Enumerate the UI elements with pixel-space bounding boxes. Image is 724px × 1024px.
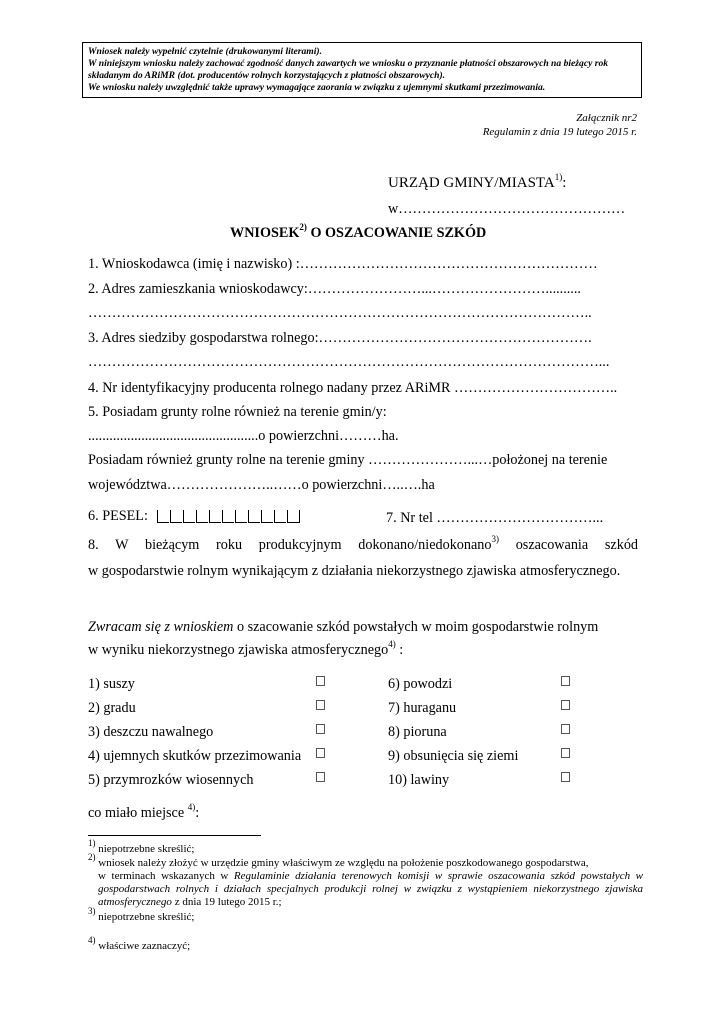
pesel-digit-box[interactable] xyxy=(157,510,169,523)
pesel-digit-box[interactable] xyxy=(170,510,182,523)
instruction-line: W niniejszym wniosku należy zachować zgodność danych zawartych we wniosku o przyznanie płatności obszarowych na bieżący rok składanym do ARiMR (dot. producentów rolnych korzystających z płatności obszarowych). xyxy=(88,58,609,81)
option-spring-frost-checkbox[interactable] xyxy=(316,772,325,782)
title-text: O OSZACOWANIE SZKÓD xyxy=(306,225,487,241)
option-overwintering-label: 4) ujemnych skutków przezimowania xyxy=(88,748,302,764)
pesel-digit-box[interactable] xyxy=(235,510,247,523)
footnote-3 xyxy=(88,906,195,924)
annex-note xyxy=(483,111,637,139)
other-land-field[interactable]: ................................................o powierzchni………ha. xyxy=(88,428,399,444)
assessment-statement-cont: w gospodarstwie rolnym wynikającym z działania niekorzystnego zjawiska atmosferycznego. xyxy=(88,563,621,579)
footnote-number: 2) xyxy=(88,852,96,863)
footnote-ref: 3) xyxy=(491,534,499,545)
farm-address-field-cont[interactable]: ………………………………………………………………………………………………... xyxy=(88,354,610,370)
footnote-2-cont xyxy=(88,870,643,909)
footnote-ref: 2) xyxy=(299,222,307,233)
instructions-box xyxy=(82,42,642,98)
statement-text: 8. W bieżącym roku produkcyjnym dokonano/niedokonano xyxy=(88,537,492,553)
request-text: w wyniku niekorzystnego zjawiska atmosferycznego xyxy=(88,642,389,658)
option-lightning-label: 8) pioruna xyxy=(388,724,447,740)
request-line xyxy=(88,619,598,636)
assessment-statement xyxy=(88,534,639,554)
pesel-digit-box[interactable] xyxy=(183,510,195,523)
footnote-number: 4) xyxy=(88,935,96,946)
occurred-colon: : xyxy=(195,805,200,821)
footnote-divider xyxy=(88,835,261,836)
annex-number: Załącznik nr2 xyxy=(576,112,637,124)
option-spring-frost-label: 5) przymrozków wiosennych xyxy=(88,772,254,788)
office-heading xyxy=(388,172,567,192)
pesel-row xyxy=(88,508,301,528)
pesel-digit-box[interactable] xyxy=(222,510,234,523)
office-colon: : xyxy=(562,175,567,191)
request-colon: : xyxy=(395,642,404,658)
footnote-4 xyxy=(88,935,191,953)
instruction-line: Wniosek należy wypełnić czytelnie (drukowanymi literami). xyxy=(88,46,322,57)
occurred-line xyxy=(88,802,200,822)
other-land-voivodeship-field[interactable]: województwa…………………..……o powierzchni…..….ha xyxy=(88,477,435,493)
footnote-2 xyxy=(88,852,643,909)
option-heavy-rain-label: 3) deszczu nawalnego xyxy=(88,724,214,740)
statement-text: oszacowania szkód xyxy=(498,537,639,553)
footnote-ref: 4) xyxy=(187,802,196,813)
footnote-number: 3) xyxy=(88,906,96,917)
footnote-text: z dnia 19 lutego 2015 r.; xyxy=(171,896,282,908)
request-lead: Zwracam się z wnioskiem xyxy=(88,619,234,635)
footnote-text: niepotrzebne skreślić; xyxy=(95,911,195,923)
option-hurricane-checkbox[interactable] xyxy=(561,700,570,710)
option-flood-label: 6) powodzi xyxy=(388,676,453,692)
office-place-field[interactable]: w………………………………………… xyxy=(388,201,626,217)
pesel-digit-box[interactable] xyxy=(274,510,286,523)
option-landslide-label: 9) obsunięcia się ziemi xyxy=(388,748,519,764)
phone-field[interactable]: 7. Nr tel ……………………………... xyxy=(386,510,604,526)
occurred-text: co miało miejsce xyxy=(88,805,188,821)
footnote-text: wniosek należy złożyć w urzędzie gminy właściwym ze względu na położenie poszkodowanego gospodarstwa, xyxy=(95,857,589,869)
address-field-cont[interactable]: …………………………………………………………………………………………….. xyxy=(88,305,592,321)
footnote-text: właściwe zaznaczyć; xyxy=(95,940,191,952)
request-text: o szacowanie szkód powstałych w moim gospodarstwie rolnym xyxy=(233,619,599,635)
pesel-digit-box[interactable] xyxy=(261,510,273,523)
pesel-label: 6. PESEL: xyxy=(88,508,148,524)
option-drought-label: 1) suszy xyxy=(88,676,135,692)
option-heavy-rain-checkbox[interactable] xyxy=(316,724,325,734)
footnote-regulation-title: Regulaminie działania terenowych komisji w sprawie oszacowania szkód powstałych w gospodarstwach rolnych i działach specjalnych produkcji rolnej w związku z wystąpieniem niekorzystnego zjawiska atmosferycznego xyxy=(98,870,643,908)
footnote-ref: 1) xyxy=(554,172,563,182)
producer-id-field[interactable]: 4. Nr identyfikacyjny producenta rolnego nadany przez ARiMR …………………………….. xyxy=(88,380,618,396)
footnote-ref: 4) xyxy=(388,639,396,650)
footnote-text: niepotrzebne skreślić; xyxy=(95,843,195,855)
option-lightning-checkbox[interactable] xyxy=(561,724,570,734)
option-avalanche-checkbox[interactable] xyxy=(561,772,570,782)
pesel-digit-box[interactable] xyxy=(287,510,300,523)
farm-address-field[interactable]: 3. Adres siedziby gospodarstwa rolnego:…………………………………………………. xyxy=(88,330,592,346)
pesel-digit-box[interactable] xyxy=(209,510,221,523)
option-hail-checkbox[interactable] xyxy=(316,700,325,710)
option-landslide-checkbox[interactable] xyxy=(561,748,570,758)
pesel-digit-box[interactable] xyxy=(196,510,208,523)
option-overwintering-checkbox[interactable] xyxy=(316,748,325,758)
form-title xyxy=(230,222,487,242)
pesel-input[interactable] xyxy=(157,510,301,528)
other-land-label: 5. Posiadam grunty rolne również na terenie gmin/y: xyxy=(88,404,387,420)
annex-regulation: Regulamin z dnia 19 lutego 2015 r. xyxy=(482,126,637,138)
pesel-digit-box[interactable] xyxy=(248,510,260,523)
footnote-1 xyxy=(88,838,195,856)
footnote-number: 1) xyxy=(88,838,96,849)
other-land-gmina-field[interactable]: Posiadam również grunty rolne na terenie gminy …………………...…położonej na terenie xyxy=(88,452,608,468)
option-drought-checkbox[interactable] xyxy=(316,676,325,686)
option-hurricane-label: 7) huraganu xyxy=(388,700,457,716)
instruction-line: We wniosku należy uwzględnić także uprawy wymagające zaorania w związku z ujemnymi skutkami przezimowania. xyxy=(88,82,546,93)
option-hail-label: 2) gradu xyxy=(88,700,136,716)
office-label: URZĄD GMINY/MIASTA xyxy=(388,175,555,191)
footnote-text: w terminach wskazanych w xyxy=(98,870,234,882)
option-avalanche-label: 10) lawiny xyxy=(388,772,450,788)
address-field[interactable]: 2. Adres zamieszkania wnioskodawcy:……………………...…………………….......... xyxy=(88,281,581,297)
applicant-name-field[interactable]: 1. Wnioskodawca (imię i nazwisko) :……………………………………………………… xyxy=(88,256,598,272)
request-line-2 xyxy=(88,639,404,659)
option-flood-checkbox[interactable] xyxy=(561,676,570,686)
title-text: WNIOSEK xyxy=(230,225,300,241)
